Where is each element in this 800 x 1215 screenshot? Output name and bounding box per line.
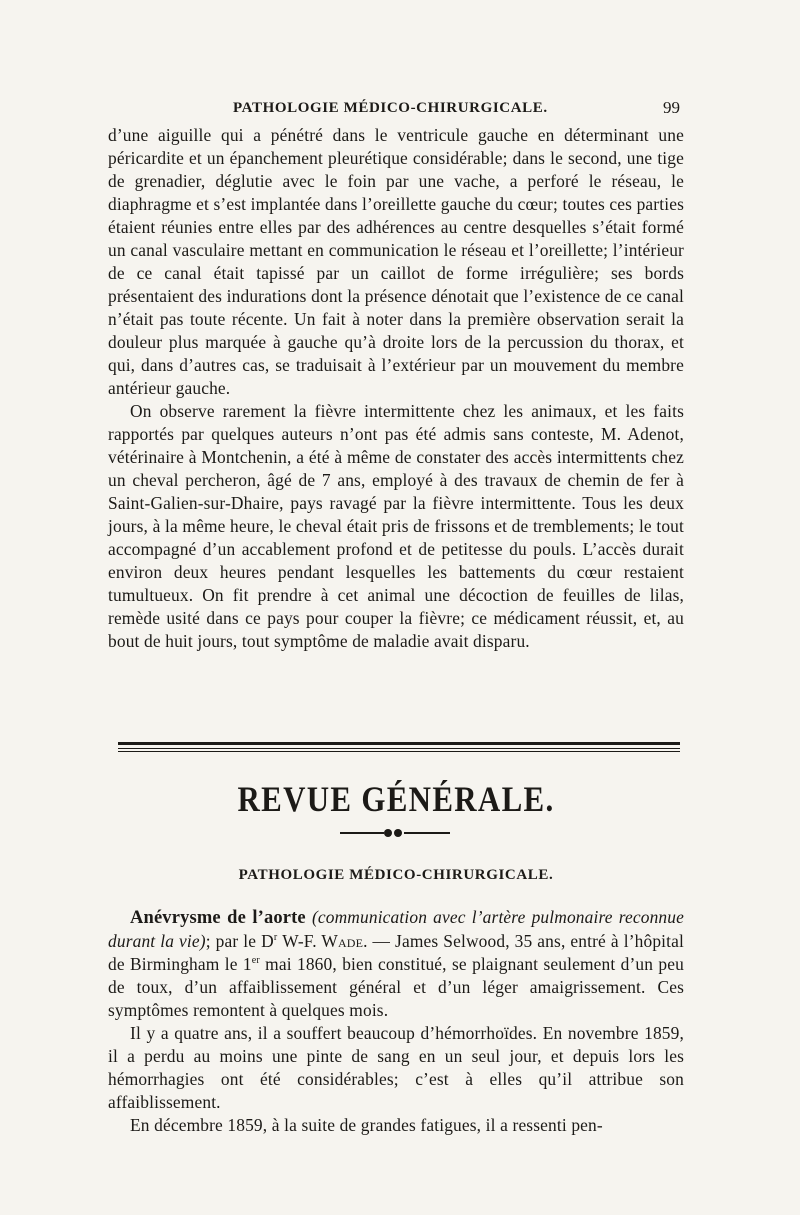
section-divider [118, 742, 680, 752]
article-paragraph-3: En décembre 1859, à la suite de grandes fatigues, il a ressenti pen- [130, 1115, 603, 1135]
page-number: 99 [663, 98, 680, 117]
divider-thin-rule-2 [118, 751, 680, 752]
article-author: W-F. Wade. [282, 931, 368, 951]
article-headline-note: (communication avec l’artère pulmonaire reconnue durant la vie) [108, 907, 684, 951]
article-paragraph-2: Il y a quatre ans, il a souffert beaucoup d’hémorrhoïdes. En novembre 1859, il a perdu au moins une pinte de sang en un seul jour, et depuis lors les hémorrhagies ont été considérables; c’est à elles qu’il attribue son affaiblissement. [108, 1023, 684, 1112]
article-intro-text-1: — James Selwood, 35 ans, entré à l’hôpital de Birmingham le 1 [108, 931, 684, 974]
divider-thick-rule [118, 742, 680, 745]
divider-thin-rule [118, 748, 680, 749]
article [108, 906, 684, 1137]
running-title: PATHOLOGIE MÉDICO-CHIRURGICALE. [233, 100, 548, 116]
article-intro-sup: er [251, 955, 260, 967]
paragraph-continued: d’une aiguille qui a pénétré dans le ventricule gauche en déterminant une péricardite et un épanchement pleurétique considérable; dans le second, une tige de grenadier, déglutie avec le foin par une vache, a perforé le réseau, le diaphragme et s’est implantée dans l’oreillette gauche du cœur; toutes ces parties étaient réunies entre elles par des adhérences au centre desquelles s’était formé un canal vasculaire mettant en communication le réseau et l’oreillette; l’intérieur de ce canal était tapissé par un caillot de forme irrégulière; ses bords présentaient des indurations dont la présence dénotait que l’existence de ce canal n’était pas toute récente. Un fait à noter dans la première observation serait la douleur plus marquée à gauche qu’à droite lors de la percussion du thorax, et qui, dans d’autres cas, se traduisait à l’extérieur par un mouvement du membre antérieur gauche. [108, 125, 684, 398]
section-title: REVUE GÉNÉRALE. [237, 779, 555, 819]
body-text [108, 124, 684, 653]
ornament-divider-icon [340, 828, 450, 838]
byline-prefix: ; par le D [205, 931, 274, 951]
byline-sup: r [273, 932, 278, 944]
article-intro [108, 906, 684, 1022]
article-headline: Anévrysme de l’aorte [130, 908, 306, 928]
running-head [108, 100, 688, 122]
article-intro-text-2: mai 1860, bien constitué, se plaignant seulement d’un peu de toux, d’un affaiblissement général et d’un léger amaigrissement. Ces symptômes remontent à quelques mois. [108, 954, 684, 1020]
paragraph-fever: On observe rarement la fièvre intermittente chez les animaux, et les faits rapportés par quelques auteurs n’ont pas été admis sans conteste, M. Adenot, vétérinaire à Montchenin, a été à même de constater des accès intermittents chez un cheval percheron, âgé de 7 ans, employé à des travaux de chemin de fer à Saint-Galien-sur-Dhaire, pays ravagé par la fièvre intermittente. Tous les deux jours, à la même heure, le cheval était pris de frissons et de tremblements; le tout accompagné d’un accablement profond et de petitesse du pouls. L’accès durait environ deux heures pendant lesquelles les battements du cœur restaient tumultueux. On fit prendre à cet animal une décoction de feuilles de lilas, remède usité dans ce pays pour couper la fièvre; ce médicament réussit, et, au bout de huit jours, tout symptôme de maladie avait disparu. [108, 401, 684, 651]
section-subtitle: PATHOLOGIE MÉDICO-CHIRURGICALE. [238, 867, 554, 883]
